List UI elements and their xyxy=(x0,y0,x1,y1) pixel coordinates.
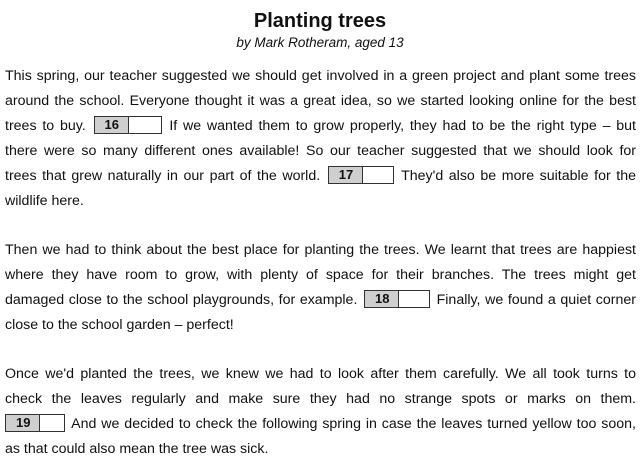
text-line: as that could also mean the tree was sick. xyxy=(5,441,269,457)
gap-number: 18 xyxy=(365,291,399,307)
line-text-before: damaged close to the school playgrounds, for example. xyxy=(5,292,358,308)
gap-number: 17 xyxy=(329,167,363,183)
text-line: This spring, our teacher suggested we should get involved in a green project and plant some trees xyxy=(5,68,636,84)
text-line: Once we'd planted the trees, we knew we had to look after them carefully. We all took turns to xyxy=(5,366,636,382)
line-text-after: If we wanted them to grow properly, they had to be the right type – but xyxy=(169,118,636,134)
text-line-with-gap xyxy=(5,166,636,186)
line-text-before: trees that grew naturally in our part of the world. xyxy=(5,168,321,184)
gap-number: 19 xyxy=(6,415,40,431)
answer-gap-16[interactable] xyxy=(94,116,162,134)
text-line: wildlife here. xyxy=(5,193,84,209)
text-line: there were so many different ones available! So our teacher suggested that we should look for xyxy=(5,143,636,159)
text-line-with-gap xyxy=(5,290,636,310)
text-line-with-gap xyxy=(5,116,636,136)
text-line-with-gap xyxy=(5,414,636,434)
line-text-after: Finally, we found a quiet corner xyxy=(436,292,636,308)
text-line: Then we had to think about the best place for planting the trees. We learnt that trees are happiest xyxy=(5,242,636,258)
text-line: check the leaves regularly and make sure they had no strange spots or marks on them. xyxy=(5,391,636,407)
text-line: close to the school garden – perfect! xyxy=(5,317,234,333)
gap-number: 16 xyxy=(95,117,129,133)
article-byline: by Mark Rotheram, aged 13 xyxy=(236,35,404,50)
text-line: where they have room to grow, with plenty of space for their branches. The trees might get xyxy=(5,267,636,283)
answer-gap-17[interactable] xyxy=(328,166,394,184)
line-text-before: trees to buy. xyxy=(5,118,86,134)
answer-gap-19[interactable] xyxy=(5,414,65,432)
text-line: around the school. Everyone thought it was a great idea, so we started looking online for the best xyxy=(5,93,636,109)
answer-gap-18[interactable] xyxy=(364,290,430,308)
line-text-after: They'd also be more suitable for the xyxy=(401,168,636,184)
article-title: Planting trees xyxy=(253,10,387,32)
line-text-after: And we decided to check the following spring in case the leaves turned yellow too soon, xyxy=(71,416,636,432)
